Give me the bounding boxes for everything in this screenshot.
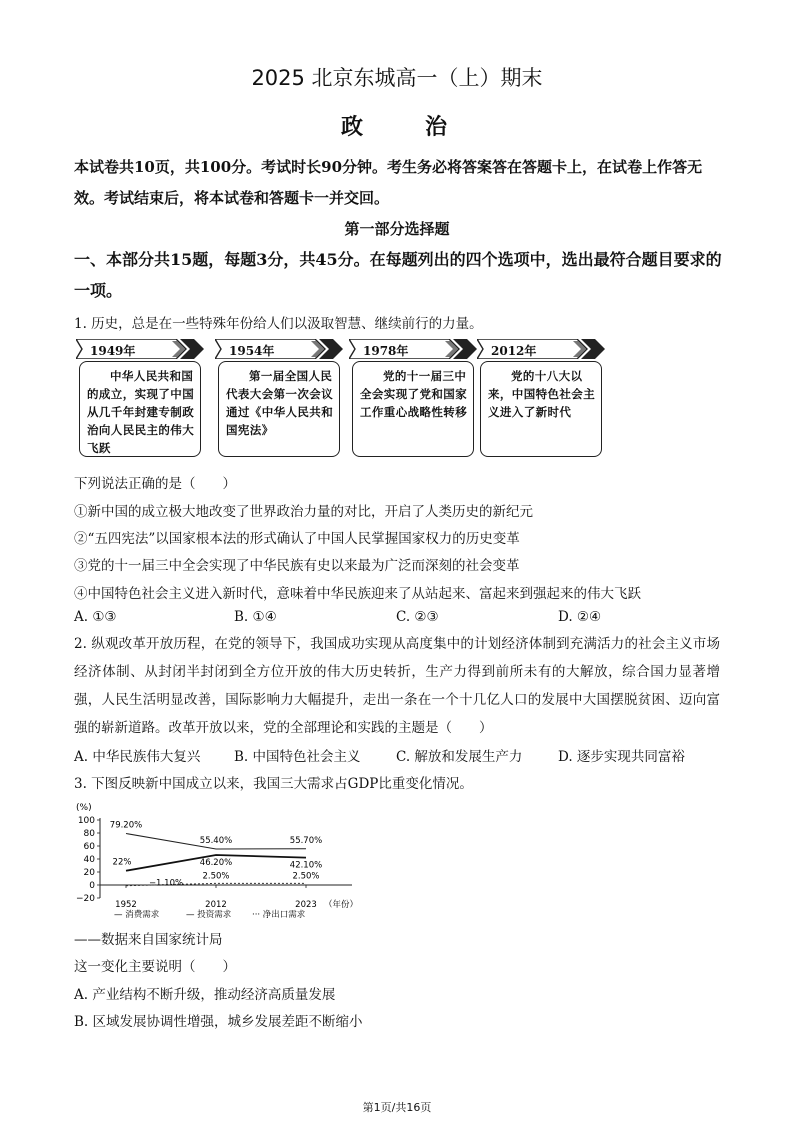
y-tick-label: 0 xyxy=(89,881,95,891)
q2-option-b[interactable]: B. 中国特色社会主义 xyxy=(234,749,361,765)
timeline-year: 1954年 xyxy=(229,344,275,358)
timeline-text: 党的十八大以来，中国特色社会主义进入了新时代 xyxy=(488,369,596,419)
legend-item: — 消费需求 xyxy=(114,910,160,920)
q2-option-c[interactable]: C. 解放和发展生产力 xyxy=(396,749,523,765)
subject-title: 政 治 xyxy=(340,114,453,140)
q3-question: 这一变化主要说明（ ） xyxy=(74,959,236,975)
timeline-box xyxy=(79,361,201,457)
data-label: 2.50% xyxy=(202,871,230,882)
data-label: 2.50% xyxy=(292,871,320,882)
legend-item: — 投资需求 xyxy=(186,910,232,920)
timeline-text: 党的十一届三中全会实现了党和国家工作重心战略性转移 xyxy=(360,369,468,419)
data-label: 79.20% xyxy=(109,820,143,831)
q2-option-d[interactable]: D. 逐步实现共同富裕 xyxy=(558,749,685,765)
q2-stem: 2. 纵观改革开放历程，在党的领导下，我国成功实现从高度集中的计划经济体制到充满活力的社会主义市场经济体制、从封闭半封闭到全方位开放的伟大历史转折，生产力得到前所未有的大解放，综合国力显著增强，人民生活明显改善，国际影响力大幅提升，走出一条在一个十几亿人口的发展中大国摆脱贫困、迈向富强的崭新道路。改革开放以来，党的全部理论和实践的主题是（ ） xyxy=(74,636,720,736)
data-label: 55.40% xyxy=(199,835,233,846)
y-tick-label: 20 xyxy=(83,868,95,878)
q3-stem: 3. 下图反映新中国成立以来，我国三大需求占GDP比重变化情况。 xyxy=(74,776,473,792)
part-heading: 第一部分选择题 xyxy=(344,220,450,238)
timeline-text: 中华人民共和国的成立，实现了中国从几千年封建专制政治向人民民主的伟大飞跃 xyxy=(87,369,195,455)
q1-question: 下列说法正确的是（ ） xyxy=(74,476,236,492)
x-tick-label: 2012 xyxy=(205,900,227,910)
q3-source: ——数据来自国家统计局 xyxy=(74,932,223,948)
timeline-year: 1978年 xyxy=(363,344,409,358)
timeline-box xyxy=(218,361,340,457)
timeline-box xyxy=(480,361,602,457)
timeline-box xyxy=(352,361,474,457)
timeline-year: 2012年 xyxy=(491,344,537,358)
exam-notice: 本试卷共10页，共100分。考试时长90分钟。考生务必将答案答在答题卡上，在试卷上作答无效。考试结束后，将本试卷和答题卡一并交回。 xyxy=(74,158,703,207)
q1-statement: ④中国特色社会主义进入新时代，意味着中华民族迎来了从站起来、富起来到强起来的伟大飞跃 xyxy=(74,586,641,602)
data-label: −1.10% xyxy=(148,878,184,889)
demand-gdp-chart xyxy=(66,798,366,920)
timeline-text: 第一届全国人民代表大会第一次会议通过《中华人民共和国宪法》 xyxy=(226,369,334,437)
data-label: 22% xyxy=(112,857,132,868)
timeline-card xyxy=(477,339,609,461)
y-tick-label: 40 xyxy=(83,855,95,865)
q2-option-a[interactable]: A. 中华民族伟大复兴 xyxy=(74,749,201,765)
timeline-year: 1949年 xyxy=(90,344,136,358)
timeline-card xyxy=(76,339,208,461)
data-label: 55.70% xyxy=(289,835,323,846)
x-tick-label: 2023 xyxy=(295,900,317,910)
q1-option-d[interactable]: D. ②④ xyxy=(558,609,602,625)
q1-statement: ①新中国的成立极大地改变了世界政治力量的对比，开启了人类历史的新纪元 xyxy=(74,504,533,520)
q1-statement: ③党的十一届三中全会实现了中华民族有史以来最为广泛而深刻的社会变革 xyxy=(74,558,520,574)
q1-option-c[interactable]: C. ②③ xyxy=(396,609,439,625)
q3-option-a[interactable]: A. 产业结构不断升级，推动经济高质量发展 xyxy=(74,987,336,1003)
y-tick-label: 100 xyxy=(77,816,95,826)
exam-title: 2025 北京东城高一（上）期末 xyxy=(251,66,543,90)
q1-statement: ②“五四宪法”以国家根本法的形式确认了中国人民掌握国家权力的历史变革 xyxy=(74,531,520,547)
data-label: 46.20% xyxy=(199,857,233,868)
timeline-card xyxy=(349,339,481,461)
q1-option-a[interactable]: A. ①③ xyxy=(74,609,117,625)
x-axis-label: （年份） xyxy=(324,900,359,910)
page-footer: 第1页/共16页 xyxy=(362,1101,432,1114)
y-axis-label: (%) xyxy=(76,803,92,813)
y-tick-label: 80 xyxy=(83,829,95,839)
q3-option-b[interactable]: B. 区域发展协调性增强，城乡发展差距不断缩小 xyxy=(74,1014,363,1030)
y-tick-label: −20 xyxy=(76,894,95,904)
y-tick-label: 60 xyxy=(83,842,95,852)
legend-item: ··· 净出口需求 xyxy=(252,910,306,920)
timeline-card xyxy=(215,339,347,461)
section-heading: 一、本部分共15题，每题3分，共45分。在每题列出的四个选项中，选出最符合题目要求的一项。 xyxy=(74,250,722,300)
q1-option-b[interactable]: B. ①④ xyxy=(234,609,277,625)
data-label: 42.10% xyxy=(289,860,323,871)
x-tick-label: 1952 xyxy=(115,900,137,910)
q1-stem: 1. 历史，总是在一些特殊年份给人们以汲取智慧、继续前行的力量。 xyxy=(74,316,483,332)
